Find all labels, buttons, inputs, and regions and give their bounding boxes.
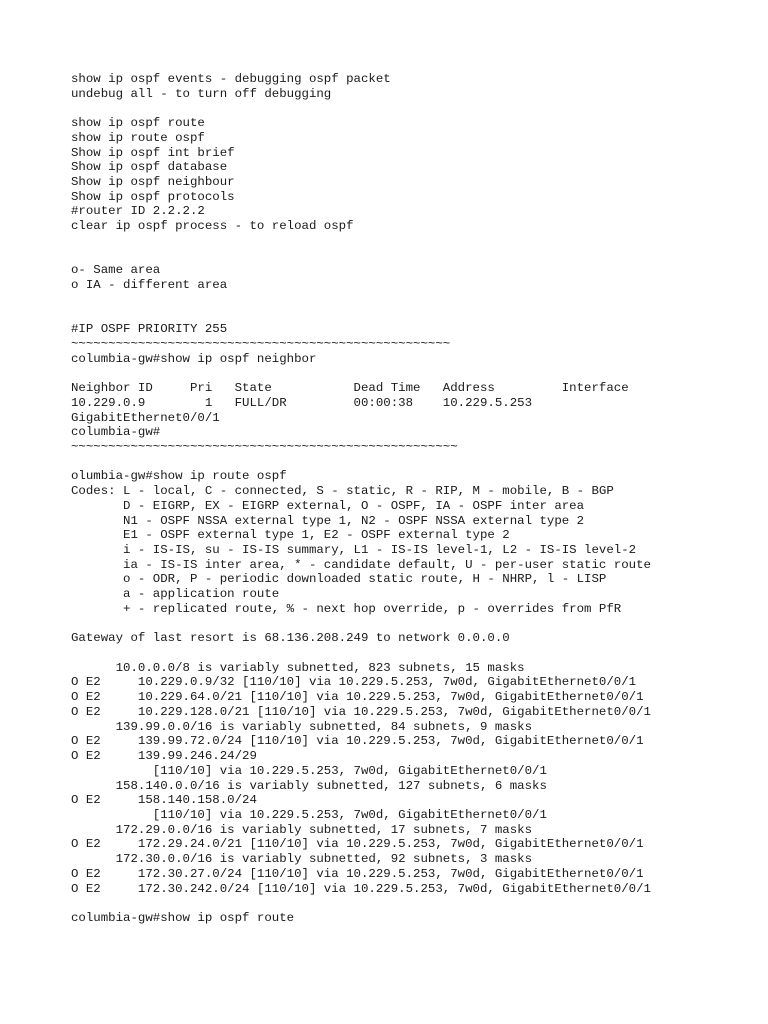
text-line: 139.99.0.0/16 is variably subnetted, 84 subnets, 9 masks: [71, 719, 533, 734]
text-line: #IP OSPF PRIORITY 255: [71, 322, 228, 337]
text-line: [71, 646, 764, 661]
text-line: Codes: L - local, C - connected, S - static, R - RIP, M - mobile, B - BGP: [71, 484, 614, 499]
text-line: o- Same area: [71, 263, 161, 278]
text-line: undebug all - to turn off debugging: [71, 86, 332, 101]
text-line: Show ip ospf int brief: [71, 145, 235, 160]
text-line: 172.29.0.0/16 is variably subnetted, 17 subnets, 7 masks: [71, 822, 533, 837]
text-line: o - ODR, P - periodic downloaded static route, H - NHRP, l - LISP: [71, 572, 607, 587]
text-line: O E2 139.99.246.24/29: [71, 749, 257, 764]
text-line: a - application route: [71, 587, 280, 602]
text-line: N1 - OSPF NSSA external type 1, N2 - OSPF NSSA external type 2: [71, 513, 585, 528]
text-line: [110/10] via 10.229.5.253, 7w0d, GigabitEthernet0/0/1: [71, 807, 547, 822]
text-line: D - EIGRP, EX - EIGRP external, O - OSPF, IA - OSPF inter area: [71, 498, 585, 513]
text-line: [71, 366, 764, 381]
text-line: O E2 10.229.0.9/32 [110/10] via 10.229.5.253, 7w0d, GigabitEthernet0/0/1: [71, 675, 637, 690]
text-line: O E2 172.29.24.0/21 [110/10] via 10.229.5.253, 7w0d, GigabitEthernet0/0/1: [71, 837, 644, 852]
text-line: Gateway of last resort is 68.136.208.249 to network 0.0.0.0: [71, 631, 510, 646]
text-line: O E2 139.99.72.0/24 [110/10] via 10.229.5.253, 7w0d, GigabitEthernet0/0/1: [71, 734, 644, 749]
text-line: [110/10] via 10.229.5.253, 7w0d, GigabitEthernet0/0/1: [71, 763, 547, 778]
text-line: columbia-gw#show ip ospf neighbor: [71, 351, 317, 366]
text-line: E1 - OSPF external type 1, E2 - OSPF external type 2: [71, 528, 510, 543]
text-line: [71, 617, 764, 632]
text-line: Show ip ospf neighbour: [71, 175, 235, 190]
text-line: GigabitEthernet0/0/1: [71, 410, 220, 425]
text-line: show ip route ospf: [71, 130, 205, 145]
text-line: clear ip ospf process - to reload ospf: [71, 219, 354, 234]
text-line: [71, 293, 764, 308]
text-line: ia - IS-IS inter area, * - candidate default, U - per-user static route: [71, 557, 651, 572]
text-line: ~~~~~~~~~~~~~~~~~~~~~~~~~~~~~~~~~~~~~~~~~~~~~~~~~~~~: [71, 439, 458, 454]
text-line: olumbia-gw#show ip route ospf: [71, 469, 287, 484]
text-line: O E2 172.30.27.0/24 [110/10] via 10.229.5.253, 7w0d, GigabitEthernet0/0/1: [71, 866, 644, 881]
text-line: ~~~~~~~~~~~~~~~~~~~~~~~~~~~~~~~~~~~~~~~~~~~~~~~~~~~: [71, 336, 451, 351]
text-line: [71, 896, 764, 911]
text-line: [71, 249, 764, 264]
text-line: Show ip ospf database: [71, 160, 228, 175]
document-body: [71, 72, 764, 926]
text-line: o IA - different area: [71, 278, 228, 293]
text-line: show ip ospf route: [71, 116, 205, 131]
text-line: Neighbor ID Pri State Dead Time Address Interface: [71, 381, 629, 396]
text-line: O E2 158.140.158.0/24: [71, 793, 257, 808]
text-line: columbia-gw#show ip ospf route: [71, 910, 295, 925]
text-line: [71, 455, 764, 470]
text-line: [71, 101, 764, 116]
text-line: O E2 10.229.64.0/21 [110/10] via 10.229.5.253, 7w0d, GigabitEthernet0/0/1: [71, 690, 644, 705]
text-line: [71, 308, 764, 323]
text-line: i - IS-IS, su - IS-IS summary, L1 - IS-IS level-1, L2 - IS-IS level-2: [71, 543, 637, 557]
text-line: columbia-gw#: [71, 425, 161, 440]
text-line: show ip ospf events - debugging ospf packet: [71, 72, 391, 86]
text-line: 10.229.0.9 1 FULL/DR 00:00:38 10.229.5.253: [71, 395, 533, 410]
text-line: Show ip ospf protocols: [71, 189, 235, 204]
text-line: 158.140.0.0/16 is variably subnetted, 127 subnets, 6 masks: [71, 778, 547, 793]
text-line: O E2 172.30.242.0/24 [110/10] via 10.229.5.253, 7w0d, GigabitEthernet0/0/1: [71, 881, 651, 896]
text-line: [71, 234, 764, 249]
text-line: 10.0.0.0/8 is variably subnetted, 823 subnets, 15 masks: [71, 660, 525, 675]
text-line: 172.30.0.0/16 is variably subnetted, 92 subnets, 3 masks: [71, 852, 533, 867]
text-line: + - replicated route, % - next hop override, p - overrides from PfR: [71, 601, 622, 616]
text-line: #router ID 2.2.2.2: [71, 204, 205, 219]
text-line: O E2 10.229.128.0/21 [110/10] via 10.229.5.253, 7w0d, GigabitEthernet0/0/1: [71, 704, 651, 719]
